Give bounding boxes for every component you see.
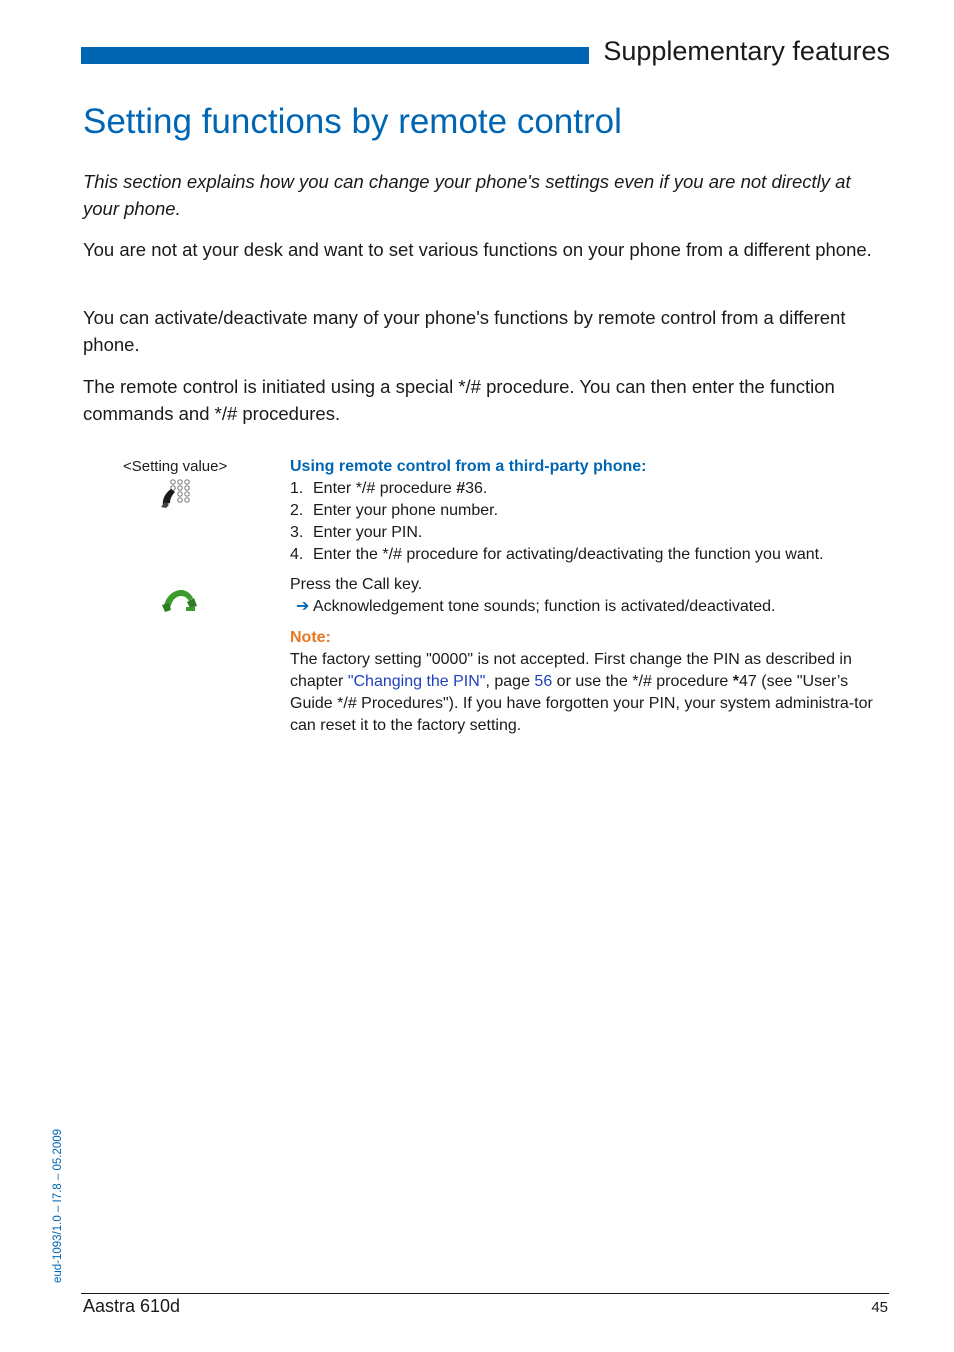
procedure-steps <box>290 478 890 566</box>
section-title: Supplementary features <box>603 36 890 66</box>
list-item: 3. Enter your PIN. <box>290 524 423 541</box>
list-item: 1. Enter */# procedure #36. <box>290 480 488 497</box>
procedure-block <box>290 456 890 566</box>
page-number: 45 <box>871 1299 888 1316</box>
footer-product: Aastra 610d <box>83 1296 181 1316</box>
call-block <box>290 574 890 737</box>
procedure-heading: Using remote control from a third-party phone: <box>290 458 647 475</box>
note-label: Note: <box>290 629 331 646</box>
list-item: 2. Enter your phone number. <box>290 502 499 519</box>
press-call-text: Press the Call key. <box>290 576 423 593</box>
paragraph-3: The remote control is initiated using a special */# procedure. You can then enter the function commands and */# procedures. <box>83 376 835 424</box>
document-code: eud-1093/1.0 – I7.8 – 05.2009 <box>52 1128 64 1284</box>
result-text: Acknowledgement tone sounds; function is activated/deactivated. <box>312 598 776 615</box>
footer-divider <box>81 1293 889 1294</box>
paragraph-2: You can activate/deactivate many of your phone's functions by remote control from a different phone. <box>83 307 846 355</box>
paragraph-1: You are not at your desk and want to set various functions on your phone from a different phone. <box>83 239 872 260</box>
page-title: Setting functions by remote control <box>83 102 622 141</box>
setting-value-label: <Setting value> <box>123 458 228 475</box>
keypad-handset-icon <box>160 478 194 508</box>
page-link[interactable]: 56 <box>534 673 553 690</box>
header-bar <box>81 47 589 64</box>
call-key-icon <box>160 586 198 614</box>
result-line <box>290 596 890 618</box>
arrow-right-icon: ➔ <box>296 598 310 615</box>
changing-pin-link[interactable]: "Changing the PIN" <box>347 673 486 690</box>
list-item: 4. Enter the */# procedure for activating/deactivating the function you want. <box>290 546 824 563</box>
intro-text: This section explains how you can change your phone's settings even if you are not directly at your phone. <box>83 171 851 219</box>
note-text: The factory setting "0000" is not accepted. First change the PIN as described in chapter "Changing the PIN", page 56 or use the */# procedure *47 (see "User’s Guide */# Procedures"). If you have forgotten your PIN, your system administra-tor can reset it to the factory setting. <box>290 651 873 734</box>
